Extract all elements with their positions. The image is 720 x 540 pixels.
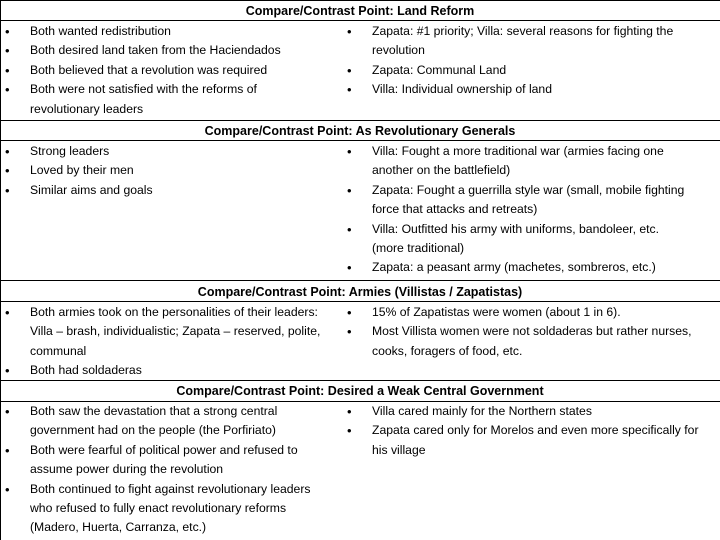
section-header-armies: Compare/Contrast Point: Armies (Villistas / Zapatistas) xyxy=(197,285,523,299)
list-item: • Villa: Fought a more traditional war (armies facing one another on the battlefield) xyxy=(344,142,720,181)
differences-list-generals xyxy=(344,142,720,278)
list-item: • Zapata: #1 priority; Villa: several reasons for fighting the revolution xyxy=(344,22,720,61)
section-header-revolutionary-generals: Compare/Contrast Point: As Revolutionary Generals xyxy=(204,124,516,138)
list-item: • Zapata: Communal Land xyxy=(344,61,720,80)
differences-list-land-reform xyxy=(344,22,720,100)
list-item: • Both believed that a revolution was required xyxy=(2,61,340,80)
list-item: • Villa: Outfitted his army with uniforms, bandoleer, etc. (more traditional) xyxy=(344,220,720,259)
similarities-list-armies xyxy=(2,303,340,381)
section-header-land-reform: Compare/Contrast Point: Land Reform xyxy=(245,4,475,18)
section-divider xyxy=(0,280,720,281)
differences-list-government xyxy=(344,402,720,460)
similarities-list-land-reform xyxy=(2,22,340,119)
list-item: • Both wanted redistribution xyxy=(2,22,340,41)
list-item: • Strong leaders xyxy=(2,142,340,161)
list-item: • Both armies took on the personalities of their leaders: Villa – brash, individualistic; Zapata – reserved, polite, communal xyxy=(2,303,340,361)
list-item: • Similar aims and goals xyxy=(2,181,340,200)
list-item: • Both were not satisfied with the reforms of revolutionary leaders xyxy=(2,80,340,119)
list-item: • Both saw the devastation that a strong central government had on the people (the Porfiriato) xyxy=(2,402,340,441)
table-left-border xyxy=(0,0,1,540)
list-item: • Zapata cared only for Morelos and even more specifically for his village xyxy=(344,421,720,460)
list-item: • Villa: Individual ownership of land xyxy=(344,80,720,99)
differences-list-armies xyxy=(344,303,720,361)
list-item: • Loved by their men xyxy=(2,161,340,180)
list-item: • Both desired land taken from the Haciendados xyxy=(2,41,340,60)
list-item: • Zapata: Fought a guerrilla style war (small, mobile fighting force that attacks and retreats) xyxy=(344,181,720,220)
list-item: • Both were fearful of political power and refused to assume power during the revolution xyxy=(2,441,340,480)
section-header-weak-central-government: Compare/Contrast Point: Desired a Weak Central Government xyxy=(176,384,544,398)
list-item: • Both had soldaderas xyxy=(2,361,340,380)
list-item: • Zapata: a peasant army (machetes, sombreros, etc.) xyxy=(344,258,720,277)
list-item: • Villa cared mainly for the Northern states xyxy=(344,402,720,421)
list-item: • 15% of Zapatistas were women (about 1 in 6). xyxy=(344,303,720,322)
similarities-list-generals xyxy=(2,142,340,200)
similarities-list-government xyxy=(2,402,340,538)
list-item: • Most Villista women were not soldaderas but rather nurses, cooks, foragers of food, etc. xyxy=(344,322,720,361)
list-item: • Both continued to fight against revolutionary leaders who refused to fully enact revolutionary reforms (Madero, Huerta, Carranza, etc.) xyxy=(2,480,340,538)
